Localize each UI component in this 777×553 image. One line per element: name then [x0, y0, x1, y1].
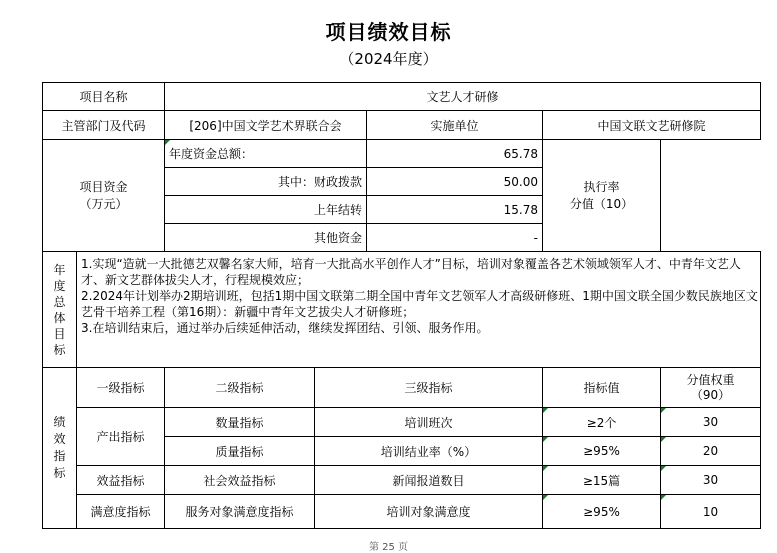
page-subtitle: （2024年度）	[339, 50, 438, 68]
level2-service-satisfaction: 服务对象满意度指标	[165, 495, 315, 529]
fiscal-label: 其中：财政拨款	[165, 168, 367, 196]
annual-goal-text	[77, 252, 761, 368]
annual-total-label: 年度资金总额：	[165, 140, 367, 168]
header-value: 指标值	[543, 368, 661, 408]
carryover-value: 15.78	[367, 196, 543, 224]
funds-label: 项目资金 （万元）	[43, 140, 165, 252]
level3-classes: 培训班次	[315, 408, 543, 437]
level1-benefit: 效益指标	[77, 466, 165, 495]
level1-satisfaction: 满意度指标	[77, 495, 165, 529]
page-number: 第 25 页	[368, 542, 409, 553]
level3-trainee-satisfaction: 培训对象满意度	[315, 495, 543, 529]
project-name: 文艺人才研修	[165, 83, 761, 111]
fiscal-value: 50.00	[367, 168, 543, 196]
header-level3: 三级指标	[315, 368, 543, 408]
dept-value: [206]中国文学艺术界联合会	[165, 111, 367, 140]
value-completion: ≥95%	[543, 437, 661, 466]
header-level1: 一级指标	[77, 368, 165, 408]
goal-line-1: 1.实现“造就一大批德艺双馨名家大师，培育一大批高水平创作人才”目标，培训对象覆盖各艺术领域领军人才、中青年文艺人才、新文艺群体拔尖人才，行程规模效应；	[81, 257, 741, 287]
other-funds-value: -	[367, 224, 543, 252]
impl-unit-label: 实施单位	[367, 111, 543, 140]
header-level2: 二级指标	[165, 368, 315, 408]
dept-label: 主管部门及代码	[43, 111, 165, 140]
header-weight: 分值权重 （90）	[661, 368, 761, 408]
annual-total-value: 65.78	[367, 140, 543, 168]
weight-classes: 30	[661, 408, 761, 437]
level2-quantity: 数量指标	[165, 408, 315, 437]
other-funds-label: 其他资金	[165, 224, 367, 252]
weight-satisfaction: 10	[661, 495, 761, 529]
level3-news: 新闻报道数目	[315, 466, 543, 495]
value-satisfaction: ≥95%	[543, 495, 661, 529]
execution-rate-label: 执行率 分值（10）	[543, 140, 661, 252]
level1-output: 产出指标	[77, 408, 165, 466]
value-news: ≥15篇	[543, 466, 661, 495]
impl-unit-value: 中国文联文艺研修院	[543, 111, 761, 140]
annual-goal-label: 年度总体目标	[43, 252, 77, 368]
level3-completion: 培训结业率（%）	[315, 437, 543, 466]
performance-table	[42, 82, 761, 529]
project-name-label: 项目名称	[43, 83, 165, 111]
carryover-label: 上年结转	[165, 196, 367, 224]
page-title: 项目绩效目标	[325, 20, 452, 44]
level2-social: 社会效益指标	[165, 466, 315, 495]
execution-rate-blank	[661, 140, 761, 252]
indicators-section-label: 绩效指标	[43, 368, 77, 529]
goal-line-3: 3.在培训结束后，通过举办后续延伸活动，继续发挥团结、引领、服务作用。	[81, 321, 489, 335]
weight-completion: 20	[661, 437, 761, 466]
weight-news: 30	[661, 466, 761, 495]
goal-line-2: 2.2024年计划举办2期培训班，包括1期中国文联第二期全国中青年文艺领军人才高级研修班、1期中国文联全国少数民族地区文艺骨干培养工程（第16期）：新疆中青年文艺拔尖人才研修班；	[81, 289, 758, 319]
level2-quality: 质量指标	[165, 437, 315, 466]
value-classes: ≥2个	[543, 408, 661, 437]
